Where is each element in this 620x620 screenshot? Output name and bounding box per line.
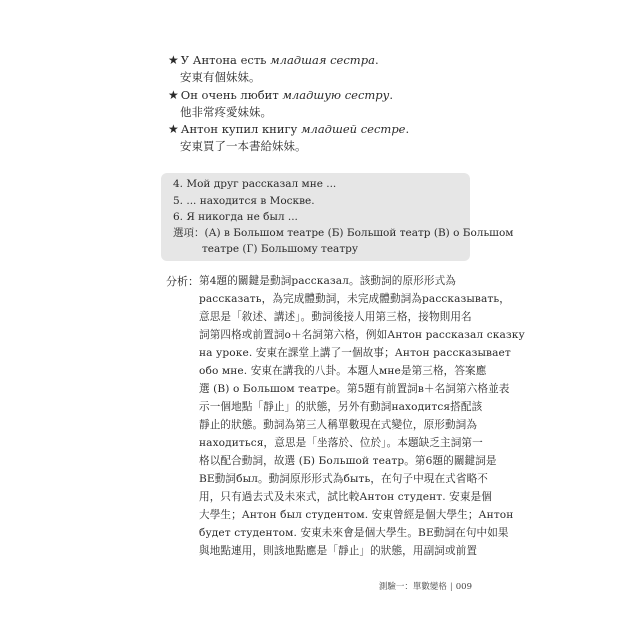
analysis-line: 意思是「敘述、講述」。動詞後接人用第三格，接物則用名 [199, 311, 472, 323]
analysis-line: находиться，意思是「坐落於、位於」。本題缺乏主詞第一 [199, 437, 483, 449]
exercise-box [161, 173, 514, 261]
analysis-line: 用，只有過去式及未來式，試比較Антон студент. 安東是個 [199, 491, 492, 503]
star-bullet-icon: ★ [168, 122, 179, 136]
example-1-italic: младшая сестра [270, 53, 375, 67]
exercise-options-line-2: театре (Г) Большому театру [202, 243, 359, 255]
example-1-text: У Антона есть [180, 53, 271, 67]
example-2-russian [168, 88, 393, 102]
analysis-line: 靜止的狀態。動詞為第三人稱單數現在式變位，原形動詞為 [199, 419, 478, 431]
exercise-item-5: 5. ... находится в Москве. [173, 195, 315, 207]
analysis-line: BE動詞был。動詞原形形式為быть，在句子中現在式省略不 [199, 473, 488, 485]
page-footer [379, 580, 472, 592]
analysis-line: 詞第四格或前置詞о＋名詞第六格，例如Антон рассказал сказку [199, 329, 525, 341]
exercise-options-line-1: 選項：(А) в Большом театре (Б) Большой театр (В) о Большом [173, 227, 514, 239]
analysis-line: обо мне. 安東在講我的八卦。本題人мне是第三格，答案應 [199, 365, 487, 377]
analysis-line: рассказать，為完成體動詞，未完成體動詞為рассказывать， [199, 293, 510, 305]
analysis-line: 第4題的關鍵是動詞рассказал。該動詞的原形形式為 [199, 275, 456, 287]
analysis-line: 格以配合動詞，故選 (Б) Большой театр。第6題的關鍵詞是 [199, 455, 497, 467]
example-2-text: Он очень любит [180, 88, 283, 102]
exercise-item-4: 4. Мой друг рассказал мне ... [173, 178, 337, 190]
example-3-chinese: 安東買了一本書給妹妹。 [180, 139, 307, 153]
analysis-line: 選 (В) о Большом театре。第5題有前置詞в＋名詞第六格並表 [199, 383, 510, 395]
example-3-end: . [405, 122, 410, 136]
footer-separator: | [449, 582, 453, 592]
example-2-italic: младшую сестру [282, 88, 390, 102]
example-1-russian [168, 53, 379, 67]
analysis-label: 分析： [166, 275, 199, 288]
example-2-chinese: 他非常疼愛妹妹。 [180, 105, 272, 119]
analysis-line: 大學生；Антон был студентом. 安東曾經是個大學生；Антон [199, 509, 514, 521]
analysis-line: будет студентом. 安東未來會是個大學生。BE動詞在句中如果 [199, 527, 509, 539]
star-bullet-icon: ★ [168, 88, 179, 102]
analysis-line: 示一個地點「靜止」的狀態，另外有動詞находится搭配該 [199, 401, 483, 413]
example-1-chinese: 安東有個妹妹。 [180, 70, 261, 84]
example-3-russian [168, 122, 409, 136]
exercise-item-6: 6. Я никогда не был ... [173, 211, 298, 223]
analysis-line: 與地點連用，則該地點應是「靜止」的狀態，用副詞或前置 [199, 545, 478, 557]
page-number: 009 [455, 582, 472, 592]
example-3-text: Антон купил книгу [180, 122, 301, 136]
analysis-line: на уроке. 安東在課堂上講了一個故事；Антон рассказывает [199, 347, 511, 359]
example-3-italic: младшей сестре [300, 122, 406, 136]
footer-section-title: 測驗一：單數變格 [378, 582, 447, 592]
example-1-end: . [374, 53, 379, 67]
example-2-end: . [389, 88, 393, 102]
star-bullet-icon: ★ [168, 53, 179, 67]
